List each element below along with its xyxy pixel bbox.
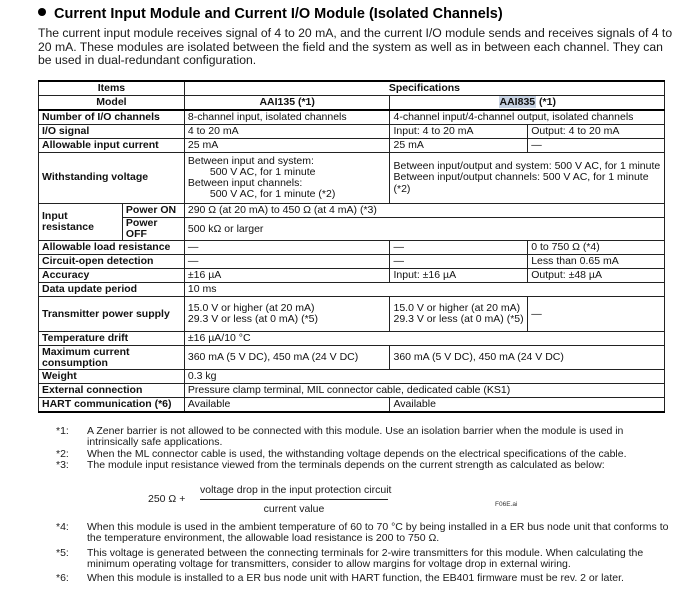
cell-b: Available — [390, 398, 665, 413]
table-row — [39, 241, 665, 255]
line: 15.0 V or higher (at 20 mA) — [187, 302, 315, 315]
cell-b-out: Output: 4 to 20 mA — [528, 125, 665, 139]
items-header: Items — [39, 81, 185, 96]
table-row — [39, 346, 665, 370]
formula-fraction — [200, 484, 392, 515]
table-row — [39, 370, 665, 384]
footnote-num: *6: — [56, 572, 69, 585]
section-heading-text: Current Input Module and Current I/O Module (Isolated Channels) — [54, 6, 503, 22]
cell-b: 4-channel input/4-channel output, isolated channels — [390, 110, 665, 125]
table-row — [39, 283, 665, 297]
cell-a: ±16 µA — [184, 269, 390, 283]
row-label: Allowable load resistance — [39, 241, 185, 255]
row-label: Weight — [39, 370, 185, 384]
model-b — [390, 96, 665, 111]
row-label — [39, 346, 185, 370]
row-label: Withstanding voltage — [39, 153, 185, 204]
cell-a: 4 to 20 mA — [184, 125, 390, 139]
row-label — [39, 204, 123, 241]
cell-a: Available — [184, 398, 390, 413]
cell-value: 10 ms — [184, 283, 664, 297]
model-a: AAI135 (*1) — [184, 96, 390, 111]
label-line: Maximum current — [42, 345, 130, 358]
footnote-num: *4: — [56, 521, 69, 533]
spec-table — [38, 80, 665, 413]
label-line: resistance — [42, 221, 94, 234]
table-row — [39, 332, 665, 346]
table-row — [39, 384, 665, 398]
table-row — [39, 139, 665, 153]
cell-a: — — [184, 255, 390, 269]
cell-a: 360 mA (5 V DC), 450 mA (24 V DC) — [184, 346, 390, 370]
footnote-text: When the ML connector cable is used, the withstanding voltage depends on the electrical specifications of the cable. — [87, 447, 627, 460]
footnote — [56, 426, 676, 449]
label-line: consumption — [42, 356, 108, 369]
power-off-value: 500 kΩ or larger — [184, 218, 664, 241]
row-label: Transmitter power supply — [39, 297, 185, 332]
figure-id: F06E.ai — [495, 501, 518, 508]
cell-b-in: — — [390, 255, 528, 269]
footnote-text: The module input resistance viewed from the terminals depends on the current strength as calculated as below: — [87, 458, 605, 471]
row-label: Circuit-open detection — [39, 255, 185, 269]
footnote — [56, 460, 676, 471]
footnote — [56, 548, 676, 571]
model-b-note: (*1) — [536, 95, 556, 108]
line: Between input and system: — [187, 154, 314, 167]
cell-b-in: Input: 4 to 20 mA — [390, 125, 528, 139]
footnotes — [56, 426, 676, 471]
intro-paragraph: The current input module receives signal of 4 to 20 mA, and the current I/O module sends and receives signals of 4 to 20 mA. These modules are isolated between the field and the system as well as in between each channel. They can be used in dual-redundant configuration. — [38, 26, 673, 67]
cell-value: ±16 µA/10 °C — [184, 332, 664, 346]
line: 29.3 V or less (at 0 mA) (*5) — [187, 313, 318, 326]
power-off-label: Power OFF — [122, 218, 184, 241]
model-b-code: AAI835 — [499, 95, 536, 108]
row-label: Number of I/O channels — [39, 110, 185, 125]
line: 500 V AC, for 1 minute (*2) — [209, 188, 336, 201]
model-label: Model — [39, 96, 185, 111]
line: 15.0 V or higher (at 20 mA) — [393, 302, 521, 315]
footnote-text: A Zener barrier is not allowed to be connected with this module. Use an isolation barrier when the module is used in intrinsically safe applications. — [87, 425, 624, 449]
line: 500 V AC, for 1 minute — [209, 165, 316, 178]
footnote — [56, 573, 676, 584]
footnote-num: *1: — [56, 425, 69, 437]
cell-b — [390, 153, 665, 204]
formula-prefix: 250 Ω + — [148, 493, 186, 505]
formula-numerator: voltage drop in the input protection circuit — [200, 484, 388, 500]
table-row — [39, 297, 665, 332]
cell-b-out: 0 to 750 Ω (*4) — [528, 241, 665, 255]
cell-b: 360 mA (5 V DC), 450 mA (24 V DC) — [390, 346, 665, 370]
cell-value: 0.3 kg — [184, 370, 664, 384]
model-row — [39, 96, 665, 111]
footnote-text: This voltage is generated between the connecting terminals for 2-wire transmitters for this module. When calculating the minimum operating voltage for transmitters, consider to allow margins for voltage drop in external wiring. — [87, 546, 644, 570]
section-heading — [38, 6, 503, 22]
row-label: I/O signal — [39, 125, 185, 139]
cell-value: Pressure clamp terminal, MIL connector cable, dedicated cable (KS1) — [184, 384, 664, 398]
cell-b-in: Input: ±16 µA — [390, 269, 528, 283]
cell-b-out: — — [528, 139, 665, 153]
row-label: Accuracy — [39, 269, 185, 283]
cell-a: 8-channel input, isolated channels — [184, 110, 390, 125]
table-row — [39, 218, 665, 241]
spec-header: Specifications — [184, 81, 664, 96]
line: Between input channels: — [187, 177, 303, 189]
formula-denominator: current value — [263, 503, 325, 515]
cell-b-out: — — [528, 297, 665, 332]
footnotes-continued — [56, 522, 676, 587]
row-label: HART communication (*6) — [39, 398, 185, 413]
table-row — [39, 204, 665, 218]
row-label: External connection — [39, 384, 185, 398]
line: Between input/output channels: 500 V AC, for 1 minute (*2) — [393, 171, 649, 195]
footnote-num: *5: — [56, 546, 69, 559]
row-label: Temperature drift — [39, 332, 185, 346]
table-row — [39, 125, 665, 139]
cell-a: 25 mA — [184, 139, 390, 153]
bullet-icon — [38, 8, 46, 16]
table-row — [39, 255, 665, 269]
cell-b-out: Less than 0.65 mA — [528, 255, 665, 269]
cell-a: — — [184, 241, 390, 255]
line: Between input/output and system: 500 V AC, for 1 minute — [393, 160, 661, 173]
power-on-label: Power ON — [122, 204, 184, 218]
cell-b-in: — — [390, 241, 528, 255]
table-row — [39, 153, 665, 204]
table-row — [39, 398, 665, 413]
footnote — [56, 522, 676, 545]
footnote-num: *2: — [56, 447, 69, 460]
cell-b-in: 25 mA — [390, 139, 528, 153]
footnote-text: When this module is used in the ambient temperature of 60 to 70 °C by being installed in a ER bus node unit that conforms to the temperature environment, the allowable load resistance is 200 to 750 Ω. — [87, 521, 669, 545]
table-header-row — [39, 81, 665, 96]
label-line: Input — [42, 210, 68, 222]
power-on-value: 290 Ω (at 20 mA) to 450 Ω (at 4 mA) (*3) — [184, 204, 664, 218]
cell-b-out: Output: ±48 µA — [528, 269, 665, 283]
footnote-text: When this module is installed to a ER bus node unit with HART function, the EB401 firmware must be rev. 2 or later. — [87, 572, 624, 585]
footnote-num: *3: — [56, 458, 69, 471]
table-row — [39, 110, 665, 125]
cell-a — [184, 153, 390, 204]
row-label: Allowable input current — [39, 139, 185, 153]
cell-b-in — [390, 297, 528, 332]
row-label: Data update period — [39, 283, 185, 297]
line: 29.3 V or less (at 0 mA) (*5) — [393, 313, 524, 326]
cell-a — [184, 297, 390, 332]
table-row — [39, 269, 665, 283]
